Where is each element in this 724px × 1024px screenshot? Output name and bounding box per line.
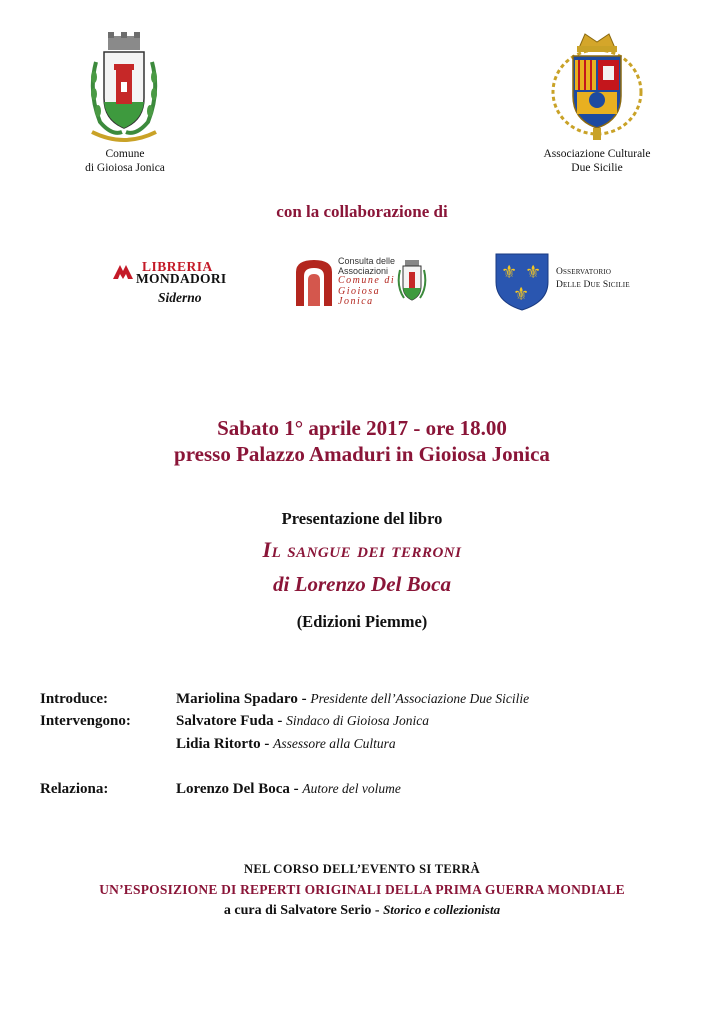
program-label: Relaziona:: [40, 781, 109, 797]
consulta-line2: Associazioni: [338, 266, 389, 276]
program-role: Presidente dell’Associazione Due Sicilie: [310, 691, 530, 706]
program-row: [0, 710, 724, 732]
consulta-line3: Comune di: [338, 275, 396, 286]
consulta-line1: Consulta delle: [338, 256, 396, 266]
footer-curator: a cura di Salvatore Serio -: [223, 903, 384, 918]
osservatorio-logo: [494, 252, 634, 312]
program-name: Mariolina Spadaro: [176, 691, 298, 707]
event-date: Sabato 1° aprile 2017 - ore 18.00: [217, 416, 507, 440]
program-sep: -: [260, 736, 274, 752]
book-publisher: (Edizioni Piemme): [296, 612, 428, 631]
program-sep: -: [273, 713, 287, 729]
osservatorio-line2: Delle Due Sicilie: [556, 280, 630, 290]
right-crest-line2: Due Sicilie: [571, 162, 623, 174]
program-label: Intervengono:: [40, 713, 131, 729]
program-role: Assessore alla Cultura: [273, 736, 396, 751]
svg-text:⚜: ⚜: [513, 284, 530, 305]
consulta-line4: Gioiosa: [338, 285, 381, 297]
program-name: Lorenzo Del Boca: [176, 781, 290, 797]
right-crest-line1: Associazione Culturale: [543, 148, 651, 160]
footer-line3: [0, 902, 724, 919]
program-label: Introduce:: [40, 691, 109, 707]
arch-icon: [294, 258, 334, 306]
event-location: presso Palazzo Amaduri in Gioiosa Jonica: [174, 442, 550, 466]
book-title: Il sangue dei terroni: [262, 537, 462, 562]
program-name: Salvatore Fuda: [176, 713, 274, 729]
program-row: [0, 688, 724, 710]
mondadori-rose-icon: [112, 262, 134, 280]
mondadori-line1: LIBRERIA: [142, 259, 213, 274]
program-role: Sindaco di Gioiosa Jonica: [286, 713, 430, 728]
program-row: [0, 778, 724, 800]
mondadori-logo: [112, 258, 242, 308]
collaboration-title: con la collaborazione di: [276, 202, 448, 221]
town-crest-icon: [86, 32, 162, 144]
right-crest: [549, 30, 645, 144]
mondadori-line2: MONDADORI: [136, 271, 227, 286]
left-crest-line2: di Gioiosa Jonica: [85, 162, 165, 174]
footer-line2: UN’ESPOSIZIONE DI REPERTI ORIGINALI DELLA PRIMA GUERRA MONDIALE: [99, 882, 625, 897]
presentation-intro: Presentazione del libro: [281, 509, 443, 528]
svg-text:⚜: ⚜: [501, 262, 518, 283]
program-sep: -: [297, 691, 311, 707]
royal-crest-icon: [549, 30, 645, 144]
program-name: Lidia Ritorto: [176, 736, 261, 752]
left-crest: [86, 32, 162, 144]
fleur-de-lis-shield-icon: [494, 252, 550, 312]
small-town-crest-icon: [396, 258, 428, 304]
left-crest-line1: Comune: [105, 148, 145, 160]
program-sep: -: [289, 781, 303, 797]
consulta-logo: [294, 254, 434, 310]
footer-line1: NEL CORSO DELL’EVENTO SI TERRÀ: [244, 862, 480, 876]
consulta-line5: Jonica: [338, 296, 374, 307]
footer-curator-role: Storico e collezionista: [383, 902, 501, 917]
program-role: Autore del volume: [302, 781, 401, 796]
svg-text:⚜: ⚜: [525, 262, 542, 283]
book-author: di Lorenzo Del Boca: [273, 572, 451, 596]
program: [0, 688, 724, 808]
program-row: [0, 733, 724, 755]
osservatorio-line1: Osservatorio: [556, 267, 612, 277]
mondadori-line3: Siderno: [158, 290, 202, 305]
